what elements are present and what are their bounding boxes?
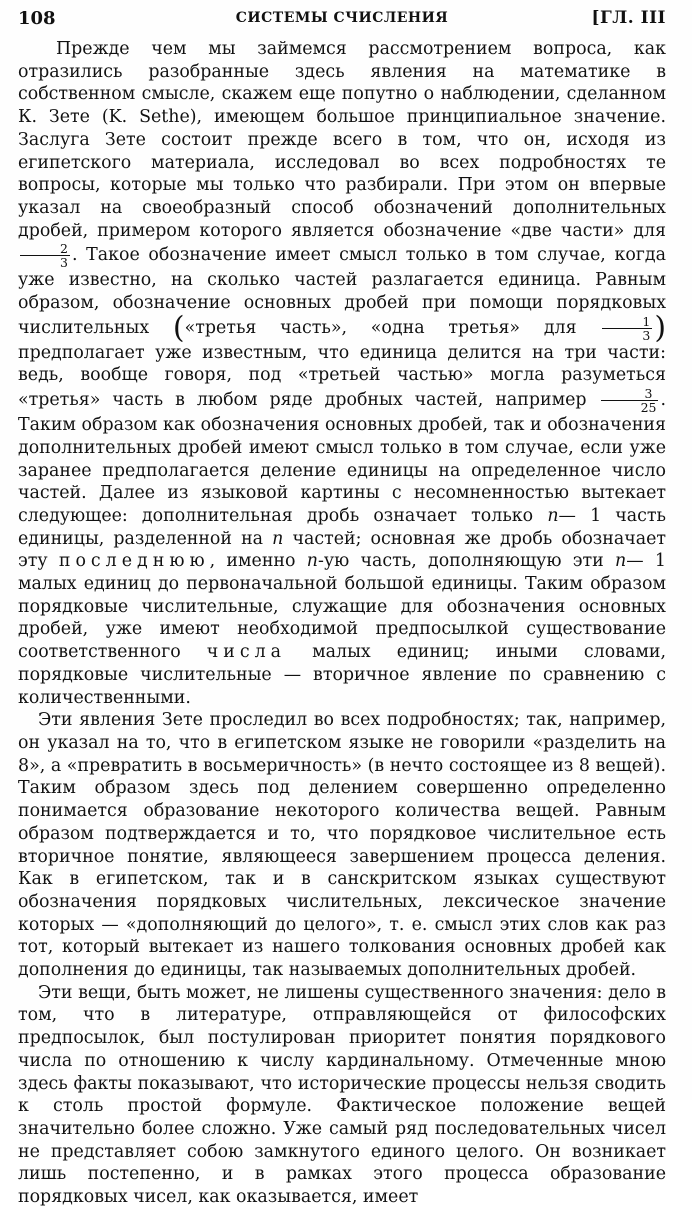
text-segment: малых единиц; иными словами, порядковые числительные — вторичное явление по сравнению с количественными. bbox=[18, 642, 666, 708]
text-segment: . Такое обозначение имеет смысл только в том случае, когда уже известно, на сколько частей разлагается единица. Равным образом, обозначение основных дробей при помощи порядковых числительных bbox=[18, 245, 666, 338]
page-number: 108 bbox=[18, 8, 56, 29]
fraction-numerator: 1 bbox=[602, 315, 652, 329]
running-title: СИСТЕМЫ СЧИСЛЕНИЯ bbox=[235, 10, 449, 26]
fraction-denominator: 3 bbox=[60, 255, 68, 271]
paragraph-3: Эти вещи, быть может, не лишены существенного значения: дело в том, что в литературе, отправляющейся от философских предпосылок, был постулирован приоритет понятия порядкового числа по отношению к числу кардинальному. Отмеченные мною здесь факты показывают, что исторические процессы нельзя сводить к столь простой формуле. Фактическое положение вещей значительно более сложно. Уже самый ряд последовательных чисел не представляет собою замкнутого единого целого. Он возникает лишь постепенно, и в рамках этого процесса образование порядковых чисел, как оказывается, имеет bbox=[18, 982, 666, 1208]
text-segment: -ую часть, дополняющую эти bbox=[317, 551, 604, 572]
variable-n: n bbox=[272, 528, 284, 549]
fraction-denominator: 25 bbox=[640, 400, 657, 416]
paragraph-1 bbox=[18, 38, 666, 709]
text-segment: . Таким образом как обозначения основных дробей, так и обозначения дополнительных дробей имеют смысл только в том случае, если уже заранее предполагается деление единицы на определенное число частей. Далее из языковой картины с несомненностью вытекает следующее: дополнительная дробь означает только bbox=[18, 390, 666, 526]
fraction-denominator: 3 bbox=[642, 327, 651, 343]
fraction-numerator: 2 bbox=[20, 242, 70, 256]
text-segment: — 1 малых единиц до первоначальной большой единицы. Таким образом порядковые числительные, служащие для обозначения основных дробей, уже имеют необходимой предпосылкой существование соответственного bbox=[18, 551, 666, 663]
text-segment: частей; основная же дробь обозначает эту bbox=[18, 528, 667, 572]
variable-n: n bbox=[615, 551, 627, 572]
fraction-two-thirds bbox=[20, 242, 70, 269]
variable-n: n bbox=[306, 551, 318, 572]
fraction-numerator: 3 bbox=[601, 387, 659, 401]
text-segment: «третья часть», «одна третья» для bbox=[184, 317, 577, 338]
emphasized-word: числа bbox=[206, 642, 287, 663]
chapter-label: [ГЛ. III bbox=[591, 8, 666, 28]
text-segment: — 1 часть единицы, разделенной на bbox=[18, 505, 666, 549]
text-segment: предполагает уже известным, что единица делится на три части: ведь, вообще говоря, под «третьей частью» могла разуметься «третья» часть в любом ряде дробных частей, например bbox=[18, 342, 666, 411]
running-header bbox=[18, 8, 666, 38]
right-parenthesis: ) bbox=[654, 310, 667, 346]
fraction-three-twentyfifths bbox=[601, 387, 659, 414]
fraction-one-third bbox=[602, 315, 652, 342]
variable-n: n bbox=[547, 505, 559, 526]
text-segment: , именно bbox=[209, 551, 296, 572]
body-text bbox=[18, 38, 666, 1209]
paragraph-2: Эти явления Зете проследил во всех подробностях; так, например, он указал на то, что в египетском языке не говорили «разделить на 8», а «превратить в восьмеричность» (в нечто состоящее из 8 вещей). Таким образом здесь под делением совершенно определенно понимается образование некоторого количества вещей. Равным образом подтверждается и то, что порядковое числительное есть вторичное понятие, являющееся завершением процесса деления. Как в египетском, так и в санскритском языках существуют обозначения порядковых числительных, лексическое значение которых — «дополняющий до целого», т. е. смысл этих слов как раз тот, который вытекает из нашего толкования основных дробей как дополнения до единицы, так называемых дополнительных дробей. bbox=[18, 710, 666, 981]
left-parenthesis: ( bbox=[172, 310, 185, 346]
emphasized-word: последнюю bbox=[58, 551, 210, 572]
text-segment: Прежде чем мы займемся рассмотрением вопроса, как отразились разобранные здесь явления на математике в собственном смысле, скажем еще попутно о наблюдении, сделанном К. Зете (K. Sethe), имеющем большое принципиальное значение. Заслуга Зете состоит прежде всего в том, что он, исходя из египетского материала, исследовал во всех подробностях те вопросы, которые мы только что разбирали. При этом он впервые указал на своеобразный способ обозначений дополнительных дробей, примером которого является обозначение «две части» для bbox=[18, 39, 666, 241]
